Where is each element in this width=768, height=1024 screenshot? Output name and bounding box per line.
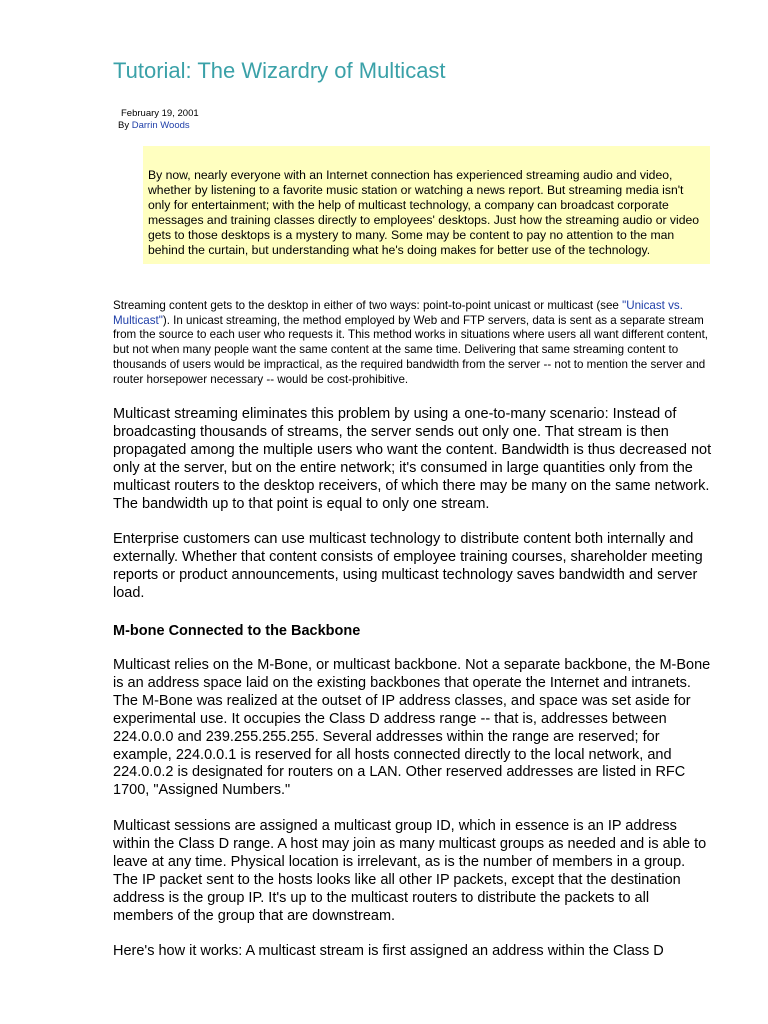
paragraph-enterprise: Enterprise customers can use multicast technology to distribute content both internally and externally. Whether that content consists of employee training courses, shareholder meeting reports or product announcements, using multicast technology saves bandwidth and server load. — [113, 531, 703, 601]
paragraph-unicast-end: ). In unicast streaming, the method employed by Web and FTP servers, data is sent as a separate stream from the source to each user who requests it. This method works in situations where users all want different content, but not when many people want the same content at the same time. Delivering that same streaming content to thousands of users would be impractical, as the required bandwidth from the server -- not to mention the server and router horsepower necessary -- would be cost-prohibitive. — [113, 313, 709, 386]
unicast-vs-multicast-link[interactable]: "Unicast vs. Multicast" — [113, 299, 683, 327]
author-link[interactable]: Darrin Woods — [131, 120, 190, 131]
intro-text: By now, nearly everyone with an Internet connection has experienced streaming audio and video, whether by listening to a favorite music station or watching a news report. But streaming media isn't only for entertainment; with the help of multicast technology, a company can broadcast corporate messages and training classes directly to employees' desktops. Just how the streaming audio or video gets to those desktops is a mystery to many. Some may be content to pay no attention to the man behind the curtain, but understanding what he's doing makes for better use of the technology. — [148, 168, 700, 257]
byline — [118, 120, 190, 132]
article-title: Tutorial: The Wizardry of Multicast — [113, 58, 446, 83]
section-heading-mbone: M-bone Connected to the Backbone — [113, 623, 361, 639]
paragraph-multicast-streaming: Multicast streaming eliminates this problem by using a one-to-many scenario: Instead of broadcasting thousands of streams, the server sends out only one. That stream is then propagated among the multiple users who want the content. Bandwidth is thus decreased not only at the server, but on the entire network; it's consumed in large quantities only from the multicast routers to the desktop receivers, of which there may be many on the same network. The bandwidth up to that point is equal to only one stream. — [113, 406, 712, 512]
paragraph-mbone: Multicast relies on the M-Bone, or multicast backbone. Not a separate backbone, the M-Bone is an address space laid on the existing backbones that operate the Internet and intranets. The M-Bone was realized at the outset of IP address classes, and space was set aside for experimental use. It occupies the Class D address range -- that is, addresses between 224.0.0.0 and 239.255.255.255. Several addresses within the range are reserved; for example, 224.0.0.1 is reserved for all hosts connected directly to the local network, and 224.0.0.2 is designated for routers on a LAN. Other reserved addresses are listed in RFC 1700, "Assigned Numbers." — [113, 657, 711, 799]
intro-callout — [143, 146, 710, 264]
paragraph-multicast-sessions: Multicast sessions are assigned a multicast group ID, which in essence is an IP address within the Class D range. A host may join as many multicast groups as needed and is able to leave at any time. Physical location is irrelevant, as is the number of members in a group. The IP packet sent to the hosts looks like all other IP packets, except that the destination address is the group IP. It's up to the multicast routers to distribute the packets to all members of the group that are downstream. — [113, 818, 707, 924]
article-date: February 19, 2001 — [121, 108, 199, 119]
paragraph-how-it-works: Here's how it works: A multicast stream is first assigned an address within the Class D — [113, 943, 664, 959]
byline-label: By — [118, 120, 132, 131]
paragraph-unicast-start: Streaming content gets to the desktop in either of two ways: point-to-point unicast or multicast (see — [113, 299, 623, 312]
paragraph-unicast — [113, 299, 713, 387]
